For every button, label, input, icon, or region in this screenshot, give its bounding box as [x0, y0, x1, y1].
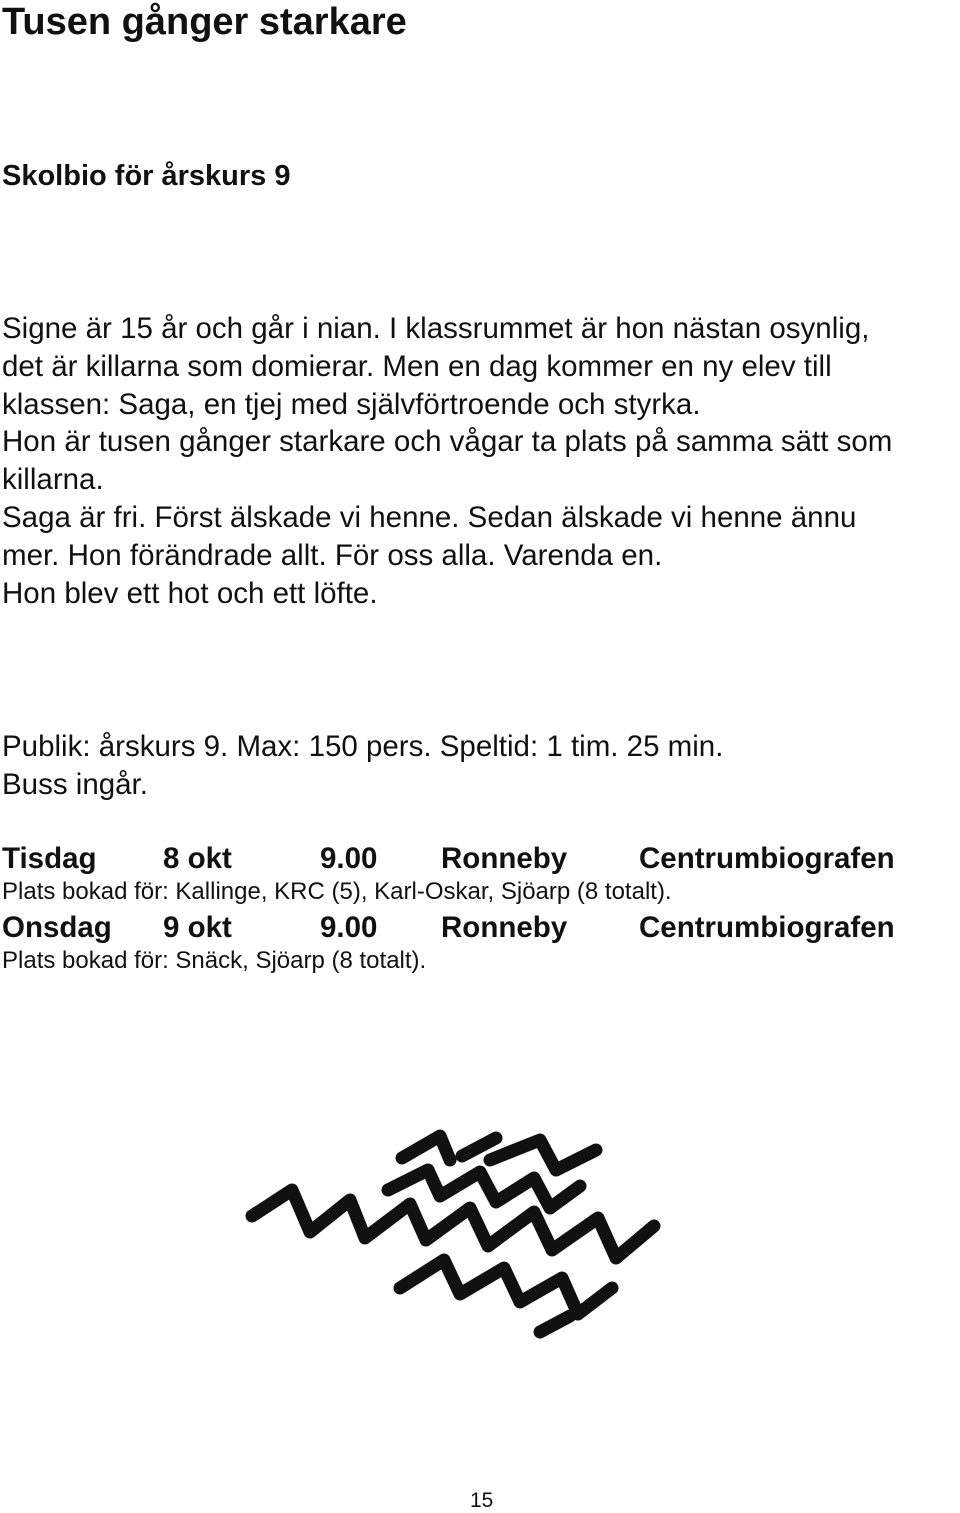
screening-day: Tisdag	[2, 842, 97, 875]
synopsis-line: killarna.	[2, 463, 104, 497]
screening-info	[2, 728, 723, 804]
synopsis-line: mer. Hon förändrade allt. För oss alla. Varenda en.	[2, 538, 663, 572]
screening-row	[2, 841, 942, 877]
synopsis-line: klassen: Saga, en tjej med självförtroende och styrka.	[2, 387, 701, 421]
screening-date: 8 okt	[163, 842, 232, 875]
screening-time: 9.00	[320, 911, 378, 944]
screening-city: Ronneby	[441, 911, 568, 944]
synopsis	[2, 310, 892, 612]
booking-note: Plats bokad för: Kallinge, KRC (5), Karl-Oskar, Sjöarp (8 totalt).	[2, 878, 672, 905]
screening-venue: Centrumbiografen	[639, 911, 895, 944]
audience-info: Publik: årskurs 9. Max: 150 pers. Speltid: 1 tim. 25 min.	[2, 730, 724, 763]
synopsis-line: Hon blev ett hot och ett löfte.	[2, 576, 378, 610]
page-title: Tusen gånger starkare	[2, 1, 407, 43]
booking-note: Plats bokad för: Snäck, Sjöarp (8 totalt).	[2, 947, 427, 974]
page-number: 15	[470, 1489, 494, 1512]
screening-time: 9.00	[320, 842, 378, 875]
zigzag-wave-logo-icon	[240, 1120, 680, 1350]
synopsis-line: det är killarna som domierar. Men en dag kommer en ny elev till	[2, 349, 832, 383]
screening-venue: Centrumbiografen	[639, 842, 895, 875]
screening-city: Ronneby	[441, 842, 568, 875]
synopsis-line: Signe är 15 år och går i nian. I klassrummet är hon nästan osynlig,	[2, 312, 870, 345]
bus-info: Buss ingår.	[2, 767, 148, 801]
screening-date: 9 okt	[163, 911, 232, 944]
synopsis-line: Hon är tusen gånger starkare och vågar ta plats på samma sätt som	[2, 425, 893, 459]
synopsis-line: Saga är fri. Först älskade vi henne. Sedan älskade vi henne ännu	[2, 500, 857, 534]
screening-row	[2, 910, 942, 946]
subtitle: Skolbio för årskurs 9	[2, 160, 291, 192]
screening-day: Onsdag	[2, 911, 112, 944]
